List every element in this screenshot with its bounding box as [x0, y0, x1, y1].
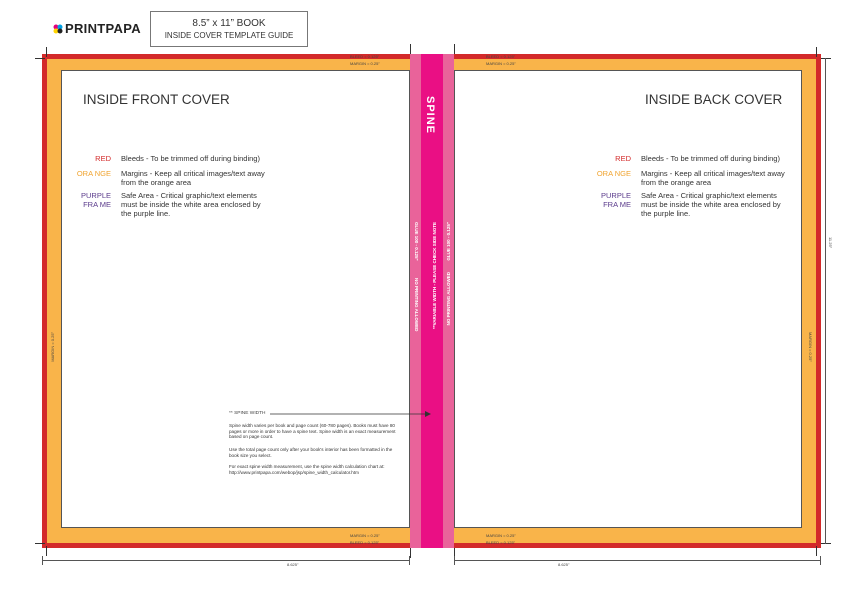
back-safe-area	[454, 70, 802, 528]
spine-width-note-p2: Use the total page count only after your book's interior has been formatted in the book size you select.	[229, 447, 393, 458]
guide-title-box	[150, 11, 308, 47]
legend-orange-text-back: Margins - Keep all critical images/text away from the orange area	[641, 169, 785, 187]
legend-orange-text: Margins - Keep all critical images/text away from the orange area	[121, 169, 265, 187]
spine-variable-note: **VARIABLE WIDTH - PLEASE CHECK SIDE NOTE	[432, 222, 437, 329]
legend-purple-key-back: PURPLE FRA ME	[600, 191, 631, 209]
back-cover-title: INSIDE BACK COVER	[645, 92, 783, 107]
height-dimension-label: 11.25"	[828, 237, 833, 249]
back-margin-label-top: MARGIN = 0.25"	[486, 61, 516, 66]
spine-width-note-p3: For exact spine width measurement, use the spine width calculation chart at: http://www.printpapa.com/webop/jsp/spine_width_calculator.htm	[229, 464, 385, 475]
crop-mark	[816, 546, 817, 556]
spine-no-printing-right: NO PRINTING ALLOWED	[446, 272, 451, 326]
legend-orange-key: ORA NGE	[76, 169, 111, 178]
crop-mark	[821, 543, 831, 544]
spine-glue-note: GLUE 100 - 0.125"	[414, 222, 419, 261]
back-margin-label-side: MARGIN = 0.25"	[808, 332, 813, 362]
width-dimension-tick	[42, 556, 43, 565]
spine-label: SPINE	[424, 96, 436, 135]
width-dimension-label-left: 8.625"	[287, 562, 299, 567]
front-margin-label-side: MARGIN = 0.25"	[50, 332, 55, 362]
back-margin-label-bottom: MARGIN = 0.25"	[486, 533, 516, 538]
crop-mark	[46, 546, 47, 556]
width-dimension-tick	[409, 556, 410, 565]
legend-red-key-back: RED	[615, 154, 631, 163]
front-bleed-label-bottom: BLEED = 0.125"	[350, 540, 380, 545]
legend-purple-key: PURPLE FRA ME	[80, 191, 111, 209]
width-dimension-line-left	[42, 560, 410, 561]
crop-mark	[410, 44, 411, 54]
crop-mark	[454, 44, 455, 54]
legend-red-text-back: Bleeds - To be trimmed off during binding)	[641, 154, 780, 163]
front-safe-area	[61, 70, 410, 528]
back-bleed-label-bottom: BLEED = 0.125"	[486, 540, 516, 545]
front-margin-label-top: MARGIN = 0.25"	[350, 61, 380, 66]
width-dimension-line-right	[454, 560, 821, 561]
legend-red-text: Bleeds - To be trimmed off during binding)	[121, 154, 260, 163]
back-bleed-label-top: BLEED = 0.125"	[486, 54, 516, 59]
spine-width-note-p1: Spine width varies per book and page count (60-780 pages). Books must have 80 pages or more in order to have a spine text. Spine width is an exact measurement based on page count.	[229, 423, 396, 440]
height-dimension-line	[825, 58, 826, 544]
legend-purple-text: Safe Area - Critical graphic/text elements must be inside the white area enclosed by the purple line.	[121, 191, 261, 218]
legend-orange-key-back: ORA NGE	[596, 169, 631, 178]
printpapa-logo-icon	[53, 24, 63, 34]
legend-red-key: RED	[95, 154, 111, 163]
width-dimension-tick	[820, 556, 821, 565]
crop-mark	[35, 543, 45, 544]
crop-mark	[35, 58, 45, 59]
guide-title: 8.5” x 11” BOOK	[192, 18, 266, 29]
legend-purple-text-back: Safe Area - Critical graphic/text elements must be inside the white area enclosed by the purple line.	[641, 191, 781, 218]
brand-logo	[53, 21, 141, 36]
spine-no-printing: NO PRINTING ALLOWED	[414, 278, 419, 332]
crop-mark	[821, 58, 831, 59]
brand-name: PRINTPAPA	[65, 21, 141, 36]
front-margin-label-bottom: MARGIN = 0.25"	[350, 533, 380, 538]
spine-width-arrow	[270, 409, 432, 419]
front-bleed-label-top: BLEED = 0.125"	[350, 54, 380, 59]
crop-mark	[46, 47, 47, 57]
width-dimension-tick	[454, 556, 455, 565]
spine-glue-note-right: GLUE 100 - 0.125"	[446, 222, 451, 261]
crop-mark	[410, 548, 411, 558]
front-cover-title: INSIDE FRONT COVER	[83, 92, 230, 107]
crop-mark	[816, 47, 817, 57]
spine-width-note-heading: ** SPINE WIDTH	[229, 411, 266, 416]
width-dimension-label-right: 8.625"	[558, 562, 570, 567]
guide-subtitle: INSIDE COVER TEMPLATE GUIDE	[164, 31, 294, 40]
